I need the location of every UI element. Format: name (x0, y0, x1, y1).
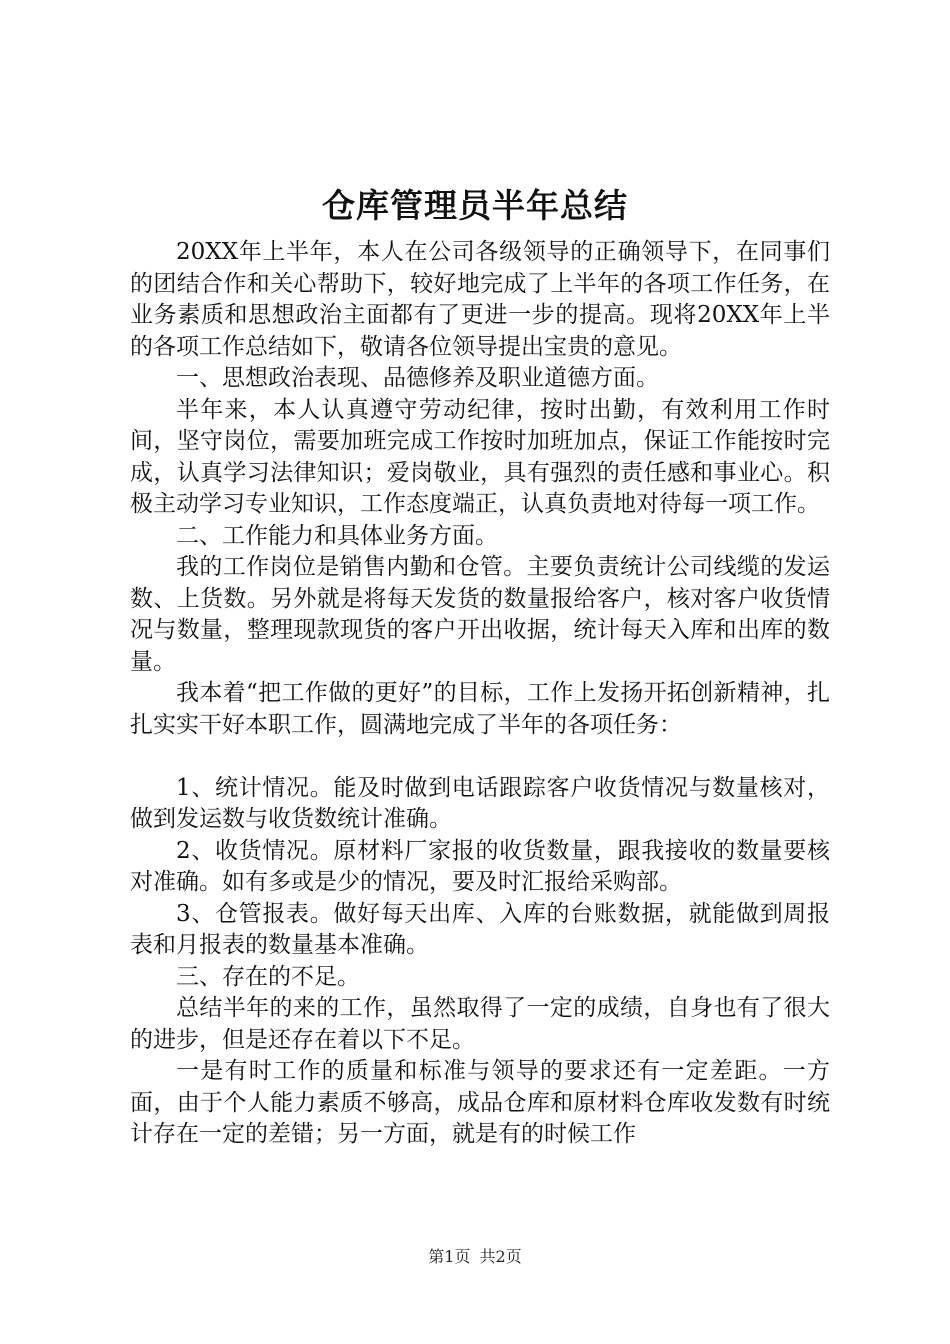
list-item-1: 1、统计情况。能及时做到电话跟踪客户收货情况与数量核对，做到发运数与收货数统计准确。 (130, 774, 830, 832)
paragraph-job-duties: 我的工作岗位是销售内勤和仓管。主要负责统计公司线缆的发运数、上货数。另外就是将每天发货的数量报给客户，核对客户收货情况与数量，整理现款现货的客户开出收据，统计每天入库和出库的数量。 (130, 554, 830, 675)
section-heading-3: 三、存在的不足。 (176, 963, 360, 990)
section-heading-2: 二、工作能力和具体业务方面。 (176, 522, 498, 549)
blank-line (130, 741, 830, 773)
paragraph-shortcoming-1: 一是有时工作的质量和标准与领导的要求还有一定差距。一方面，由于个人能力素质不够高，成品仓库和原材料仓库收发数有时统计存在一定的差错；另一方面，就是有的时候工作 (130, 1058, 830, 1147)
paragraph-section-1: 半年来，本人认真遵守劳动纪律，按时出勤，有效利用工作时间，坚守岗位，需要加班完成工作按时加班加点，保证工作能按时完成，认真学习法律知识；爱岗敬业，具有强烈的责任感和事业心。积极主动学习专业知识，工作态度端正，认真负责地对待每一项工作。 (130, 396, 830, 517)
list-item-2: 2、收货情况。原材料厂家报的收货数量，跟我接收的数量要核对准确。如有多或是少的情况，要及时汇报给采购部。 (130, 837, 830, 895)
page-total: 共2页 (479, 1247, 522, 1266)
paragraph-intro: 20XX年上半年，本人在公司各级领导的正确领导下，在同事们的团结合作和关心帮助下，较好地完成了上半年的各项工作任务，在业务素质和思想政治主面都有了更进一步的提高。现将20XX年上半的各项工作总结如下，敬请各位领导提出宝贵的意见。 (130, 239, 830, 360)
document-body (130, 237, 830, 1151)
paragraph-shortcomings-intro: 总结半年的来的工作，虽然取得了一定的成绩，自身也有了很大的进步，但是还存在着以下不足。 (130, 995, 830, 1053)
page-number: 第1页 (428, 1247, 471, 1266)
paragraph-goal: 我本着“把工作做的更好”的目标，工作上发扬开拓创新精神，扎扎实实干好本职工作，圆满地完成了半年的各项任务： (130, 680, 830, 738)
list-item-3: 3、仓管报表。做好每天出库、入库的台账数据，就能做到周报表和月报表的数量基本准确。 (130, 900, 830, 958)
document-title: 仓库管理员半年总结 (322, 186, 628, 225)
section-heading-1: 一、思想政治表现、品德修养及职业道德方面。 (176, 365, 659, 391)
page-footer (0, 1244, 950, 1267)
